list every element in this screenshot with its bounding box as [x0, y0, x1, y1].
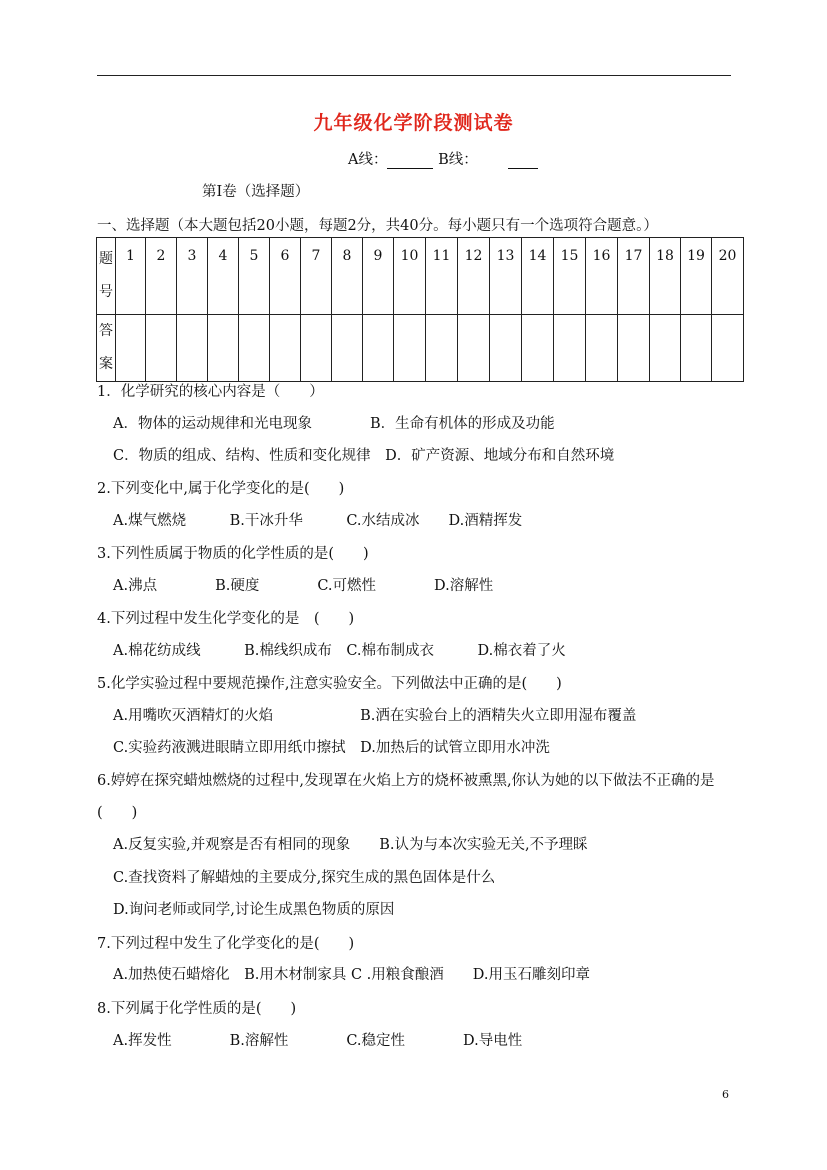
option-line: A.加热使石蜡熔化 B.用木材制家具 C .用粮食酿酒 D.用玉石雕刻印章 [113, 967, 590, 983]
answer-cell[interactable] [458, 315, 490, 382]
answer-cell[interactable] [208, 315, 239, 382]
option-line: C．物质的组成、结构、性质和变化规律 D．矿产资源、地域分布和自然环境 [113, 448, 615, 464]
option-line: A.用嘴吹灭酒精灯的火焰 B.洒在实验台上的酒精失火立即用湿布覆盖 [113, 708, 637, 724]
question-stem: 2.下列变化中,属于化学变化的是( ) [97, 481, 345, 497]
answer-cell[interactable] [522, 315, 554, 382]
answer-cell[interactable] [146, 315, 177, 382]
a-line-blank [387, 156, 433, 169]
answer-cell[interactable] [586, 315, 618, 382]
option-line: A.沸点 B.硬度 C.可燃性 D.溶解性 [113, 578, 494, 594]
option-line: D.询问老师或同学,讨论生成黑色物质的原因 [113, 902, 395, 918]
page-title: 九年级化学阶段测试卷 [313, 112, 514, 134]
question-number-cell: 7 [301, 238, 332, 315]
question-number-cell: 20 [712, 238, 744, 315]
answer-cell[interactable] [650, 315, 681, 382]
score-line [348, 148, 538, 169]
question-number-cell: 14 [522, 238, 554, 315]
question-number-cell: 12 [458, 238, 490, 315]
answer-cell[interactable] [554, 315, 586, 382]
question-number-cell: 11 [426, 238, 458, 315]
answer-table [96, 237, 744, 382]
answer-cell[interactable] [394, 315, 426, 382]
question-number-cell: 19 [681, 238, 712, 315]
option-line: A．物体的运动规律和光电现象 B．生命有机体的形成及功能 [113, 416, 555, 432]
question-number-cell: 4 [208, 238, 239, 315]
answer-cell[interactable] [681, 315, 712, 382]
question-number-cell: 3 [177, 238, 208, 315]
question-stem: 1．化学研究的核心内容是（ ） [97, 384, 324, 400]
question-number-cell: 10 [394, 238, 426, 315]
answer-cell[interactable] [712, 315, 744, 382]
b-line-blank [508, 156, 538, 169]
question-number-cell: 5 [239, 238, 270, 315]
answer-cell[interactable] [618, 315, 650, 382]
answer-cell[interactable] [116, 315, 146, 382]
question-number-cell: 18 [650, 238, 681, 315]
answer-table-number-row [97, 238, 744, 315]
header-rule [97, 75, 731, 76]
answer-cell[interactable] [239, 315, 270, 382]
question-number-cell: 15 [554, 238, 586, 315]
option-line: C.查找资料了解蜡烛的主要成分,探究生成的黑色固体是什么 [113, 870, 496, 886]
volume-title: 第Ⅰ卷（选择题） [202, 184, 310, 200]
row-label-answer: 答 案 [97, 315, 116, 382]
answer-cell[interactable] [363, 315, 394, 382]
option-line: A.挥发性 B.溶解性 C.稳定性 D.导电性 [113, 1033, 523, 1049]
page-number: 6 [722, 1088, 729, 1101]
answer-table-answer-row [97, 315, 744, 382]
question-number-cell: 8 [332, 238, 363, 315]
question-stem: 8.下列属于化学性质的是( ) [97, 1001, 297, 1017]
question-number-cell: 6 [270, 238, 301, 315]
question-number-cell: 2 [146, 238, 177, 315]
question-stem: 7.下列过程中发生了化学变化的是( ) [97, 936, 355, 952]
answer-cell[interactable] [177, 315, 208, 382]
question-stem: 4.下列过程中发生化学变化的是 ( ) [97, 611, 355, 627]
answer-cell[interactable] [490, 315, 522, 382]
answer-cell[interactable] [426, 315, 458, 382]
option-line: C.实验药液溅进眼睛立即用纸巾擦拭 D.加热后的试管立即用水冲洗 [113, 740, 550, 756]
question-stem-continuation: ( ) [97, 805, 138, 821]
option-line: A.棉花纺成线 B.棉线织成布 C.棉布制成衣 D.棉衣着了火 [113, 643, 566, 659]
question-number-cell: 1 [116, 238, 146, 315]
answer-cell[interactable] [301, 315, 332, 382]
answer-cell[interactable] [332, 315, 363, 382]
a-line-label: A线： [348, 152, 388, 168]
answer-cell[interactable] [270, 315, 301, 382]
question-number-cell: 9 [363, 238, 394, 315]
question-stem: 5.化学实验过程中要规范操作,注意实验安全。下列做法中正确的是( ) [97, 676, 562, 692]
b-line-label: B线： [438, 152, 478, 168]
row-label-number: 题 号 [97, 238, 116, 315]
question-stem: 3.下列性质属于物质的化学性质的是( ) [97, 546, 369, 562]
question-number-cell: 17 [618, 238, 650, 315]
section-title: 一、选择题（本大题包括20小题，每题2分，共40分。每小题只有一个选项符合题意。） [97, 218, 658, 234]
question-number-cell: 16 [586, 238, 618, 315]
question-stem: 6.婷婷在探究蜡烛燃烧的过程中,发现罩在火焰上方的烧杯被熏黑,你认为她的以下做法不正确的是 [97, 773, 715, 789]
option-line: A.反复实验,并观察是否有相同的现象 B.认为与本次实验无关,不予理睬 [113, 837, 588, 853]
question-number-cell: 13 [490, 238, 522, 315]
option-line: A.煤气燃烧 B.干冰升华 C.水结成冰 D.酒精挥发 [113, 513, 523, 529]
